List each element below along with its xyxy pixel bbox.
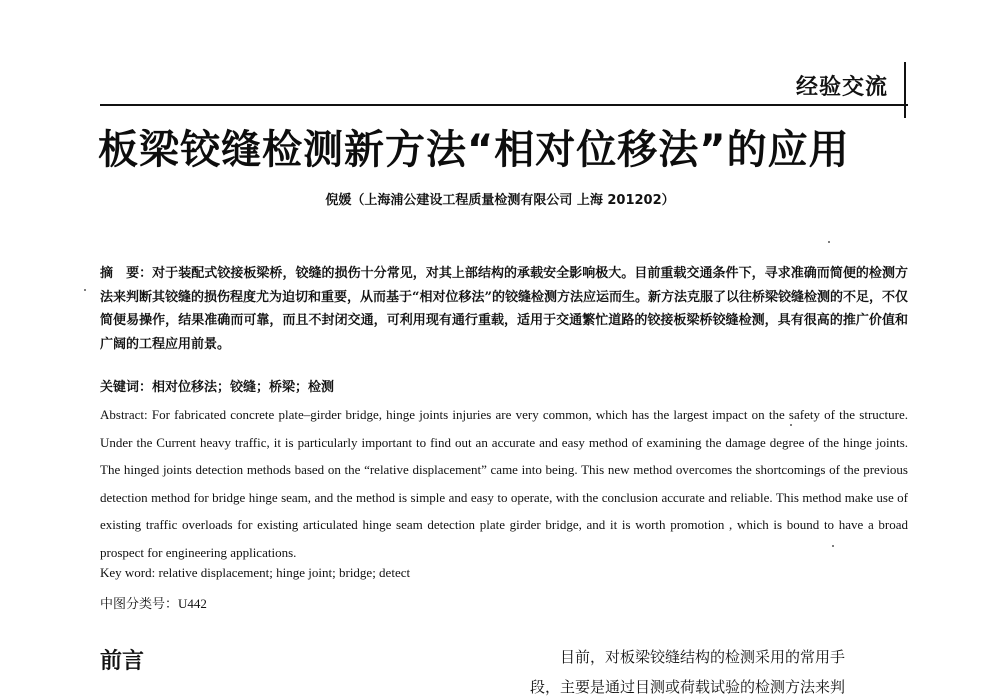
keywords-english: Key word: relative displacement; hinge joint; bridge; detect [100,565,411,580]
header-rule [100,104,908,106]
scan-speck [828,241,830,243]
scan-speck [790,424,792,426]
section-label: 经验交流 [795,75,888,100]
intro-text-line: 目前，对板梁铰缝结构的检测采用的常用手 [560,648,846,666]
intro-text-line: 段，主要是通过目测或荷载试验的检测方法来判 [530,678,846,696]
abstract-chinese: 摘 要：对于装配式铰接板梁桥，铰缝的损伤十分常见，对其上部结构的承载安全影响极大。目前重载交通条件下，寻求准确而简便的检测方法来判断其铰缝的损伤程度尤为迫切和重要，从而基于“相对位移法”的铰缝检测方法应运而生。新方法克服了以往桥梁铰缝检测的不足，不仅简便易操作，结果准确而可靠，而且不封闭交通，可利用现有通行重载，适用于交通繁忙道路的铰接板梁桥铰缝检测，具有很高的推广价值和广阔的工程应用前景。 [100,266,908,352]
scan-speck [84,289,86,291]
abstract-english: Abstract: For fabricated concrete plate–girder bridge, hinge joints injuries are very common, which has the largest impact on the safety of the structure. Under the Current heavy traffic, it is particularly important to find out an accurate and easy method of examining the damage degree of the hinge joints. The hinged joints detection methods based on the “relative displacement” came into being. This new method overcomes the shortcomings of the previous detection method for bridge hinge seam, and the method is simple and easy to operate, with the conclusion accurate and reliable. This method make use of existing traffic overloads for existing articulated hinge seam detection plate girder bridge, and it is worth promotion , which is bound to have a broad prospect for engineering applications. [100,407,908,560]
classification-number: 中图分类号：U442 [100,596,207,611]
keywords-chinese: 关键词：相对位移法；铰缝；桥梁；检测 [100,380,335,395]
author-affiliation: 倪媛（上海浦公建设工程质量检测有限公司 上海 201202） [325,193,675,208]
header-rule-vertical [904,62,906,118]
article-title: 板梁铰缝检测新方法“相对位移法”的应用 [98,127,850,173]
intro-heading: 前言 [100,649,145,674]
scan-speck [832,545,834,547]
